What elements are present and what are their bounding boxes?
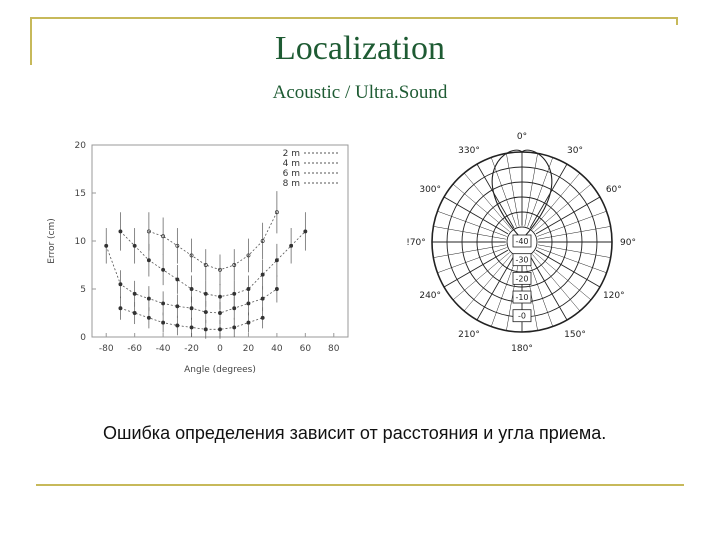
data-point bbox=[290, 244, 293, 247]
data-point bbox=[176, 278, 179, 281]
data-point bbox=[147, 259, 150, 262]
polar-angle-label: 330° bbox=[458, 146, 480, 157]
data-point bbox=[204, 310, 207, 313]
y-axis-label: Error (cm) bbox=[47, 218, 57, 264]
slide-title: Localization bbox=[275, 30, 445, 67]
radial-label: -10 bbox=[515, 293, 529, 303]
frame-right-tick bbox=[676, 17, 678, 25]
legend-label: 6 m bbox=[282, 169, 300, 179]
data-point bbox=[304, 230, 307, 233]
polar-diagram bbox=[406, 132, 636, 354]
radial-label: -20 bbox=[515, 274, 529, 284]
data-point bbox=[190, 326, 193, 329]
polar-spoke bbox=[532, 254, 579, 311]
polar-angle-label: 150° bbox=[564, 329, 586, 340]
y-tick-label: 15 bbox=[74, 189, 86, 199]
data-point bbox=[133, 292, 136, 295]
y-tick-label: 20 bbox=[74, 141, 86, 151]
data-point bbox=[105, 244, 108, 247]
data-point bbox=[261, 316, 264, 319]
polar-spoke bbox=[444, 197, 508, 234]
data-point bbox=[218, 311, 221, 314]
x-tick-label: -20 bbox=[184, 344, 199, 354]
legend-label: 8 m bbox=[282, 179, 300, 189]
data-point bbox=[119, 283, 122, 286]
polar-spoke bbox=[477, 256, 514, 320]
data-point bbox=[261, 273, 264, 276]
polar-spoke bbox=[536, 250, 600, 287]
polar-angle-label: 30° bbox=[567, 146, 583, 157]
figure-svg bbox=[40, 130, 680, 380]
polar-spoke bbox=[536, 197, 600, 234]
bullet-label: Ошибка определения зависит от расстояния и угла приема. bbox=[103, 423, 607, 443]
y-tick-label: 10 bbox=[74, 237, 86, 247]
data-point bbox=[162, 268, 165, 271]
polar-spoke bbox=[464, 173, 511, 230]
x-tick-label: 80 bbox=[328, 344, 340, 354]
data-point bbox=[176, 324, 179, 327]
data-point bbox=[162, 302, 165, 305]
polar-angle-label: 180° bbox=[511, 344, 533, 354]
data-point bbox=[204, 292, 207, 295]
x-axis-label: Angle (degrees) bbox=[184, 365, 256, 375]
data-point bbox=[190, 307, 193, 310]
polar-angle-label: 300° bbox=[419, 185, 442, 195]
bullet-text bbox=[75, 421, 635, 445]
data-point bbox=[275, 287, 278, 290]
polar-angle-label: 240° bbox=[419, 291, 442, 301]
x-tick-label: -60 bbox=[127, 344, 143, 354]
data-point bbox=[162, 321, 165, 324]
data-point bbox=[147, 316, 150, 319]
data-point bbox=[218, 328, 221, 331]
polar-spoke bbox=[530, 164, 567, 228]
data-point bbox=[147, 297, 150, 300]
data-point bbox=[133, 311, 136, 314]
data-point bbox=[176, 305, 179, 308]
x-tick-label: 20 bbox=[242, 344, 255, 354]
data-point bbox=[261, 297, 264, 300]
radial-label: -0 bbox=[518, 311, 526, 321]
polar-spoke bbox=[530, 256, 567, 320]
figure bbox=[40, 130, 680, 385]
polar-spoke bbox=[532, 173, 579, 230]
polar-spoke bbox=[444, 250, 508, 287]
data-point bbox=[133, 244, 136, 247]
error-plot bbox=[47, 141, 348, 375]
polar-spoke bbox=[464, 254, 511, 311]
polar-spoke bbox=[453, 252, 510, 299]
frame-bottom-rule bbox=[36, 484, 684, 486]
legend-label: 2 m bbox=[282, 149, 300, 159]
data-point bbox=[119, 230, 122, 233]
x-tick-label: -40 bbox=[155, 344, 171, 354]
frame-top-rule bbox=[30, 17, 678, 19]
polar-angle-label: !70° bbox=[406, 238, 426, 248]
data-point bbox=[233, 292, 236, 295]
radial-label: -40 bbox=[515, 237, 529, 246]
x-tick-label: 0 bbox=[217, 344, 223, 354]
data-point bbox=[119, 307, 122, 310]
y-tick-label: 0 bbox=[80, 333, 86, 343]
radial-label: -30 bbox=[515, 255, 529, 265]
polar-angle-label: 60° bbox=[605, 185, 622, 195]
y-tick-label: 5 bbox=[80, 285, 86, 295]
polar-spoke bbox=[477, 164, 514, 228]
polar-spoke bbox=[453, 184, 510, 231]
polar-angle-label: 120° bbox=[602, 291, 625, 301]
x-tick-label: -80 bbox=[98, 344, 114, 354]
slide-subtitle: Acoustic / Ultra.Sound bbox=[272, 82, 448, 103]
data-point bbox=[247, 287, 250, 290]
polar-angle-label: 210° bbox=[458, 329, 480, 340]
polar-angle-label: 0° bbox=[516, 132, 528, 142]
data-point bbox=[218, 295, 221, 298]
polar-angle-label: 90° bbox=[620, 238, 636, 248]
x-tick-label: 40 bbox=[271, 344, 283, 354]
polar-spoke bbox=[534, 184, 591, 231]
data-point bbox=[275, 259, 278, 262]
x-tick-label: 60 bbox=[299, 344, 312, 354]
data-point bbox=[204, 328, 207, 331]
data-point bbox=[233, 326, 236, 329]
data-point bbox=[233, 307, 236, 310]
data-point bbox=[190, 287, 193, 290]
polar-lobe-left bbox=[492, 150, 522, 236]
polar-lobe-right bbox=[522, 150, 552, 236]
data-point bbox=[247, 321, 250, 324]
legend-label: 4 m bbox=[282, 159, 300, 169]
polar-spoke bbox=[534, 252, 591, 299]
